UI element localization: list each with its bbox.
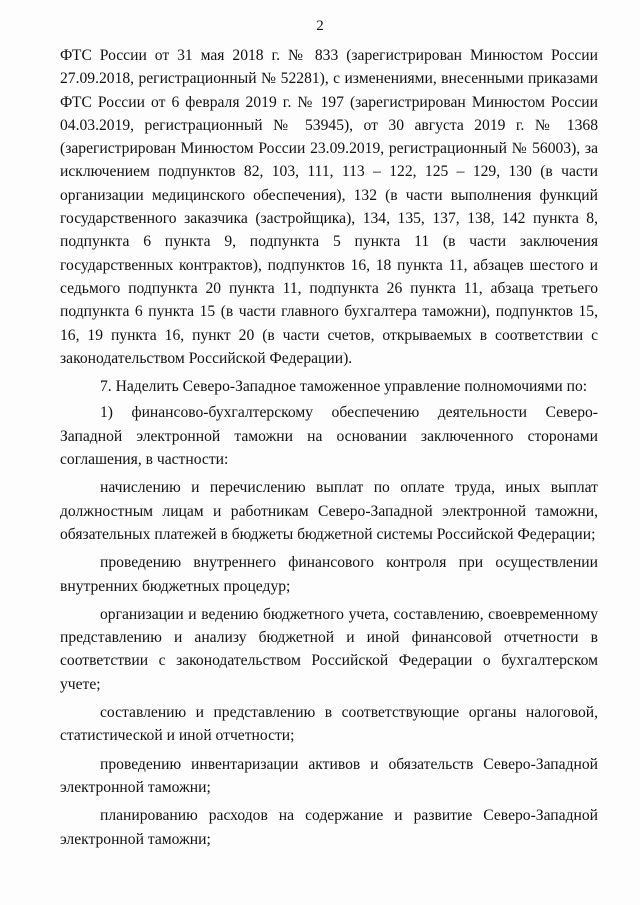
paragraph-reporting: составлению и представлению в соответствующие органы налоговой, статистической и иной отчетности; — [60, 704, 598, 745]
page-number: 2 — [316, 18, 324, 34]
paragraph-budget-accounting: организации и ведению бюджетного учета, составлению, своевременному представлению и анализу бюджетной и иной финансовой отчетности в соответствии с законодательством Российской Федерации о бухгалтерском учете; — [60, 605, 598, 693]
paragraph-item-7: 7. Наделить Северо-Западное таможенное управление полномочиями по: — [100, 378, 588, 396]
paragraph-subitem-1: 1) финансово-бухгалтерскому обеспечению деятельности Северо-Западной электронной таможни на основании заключенного сторонами соглашения, в частности: — [60, 404, 598, 469]
document-body — [60, 44, 598, 851]
paragraph-payroll: начислению и перечислению выплат по оплате труда, иных выплат должностным лицам и работникам Северо-Западной электронной таможни, обязательных платежей в бюджеты бюджетной системы Российской Федерации; — [60, 479, 598, 543]
paragraph-continuation: ФТС России от 31 мая 2018 г. № 833 (зарегистрирован Минюстом России 27.09.2018, регистрационный № 52281), с изменениями, внесенными приказами ФТС России от 6 февраля 2019 г. № 197 (зарегистрирован Минюстом России 04.03.2019, регистрационный № 53945), от 30 августа 2019 г. № 1368 (зарегистрирован Минюстом России 23.09.2019, регистрационный № 56003), за исключением подпунктов 82, 103, 111, 113 – 122, 125 – 129, 130 (в части организации медицинского обеспечения), 132 (в части выполнения функций государственного заказчика (застройщика), 134, 135, 137, 138, 142 пункта 8, подпункта 6 пункта 9, подпункта 5 пункта 11 (в части заключения государственных контрактов), подпунктов 16, 18 пункта 11, абзацев шестого и седьмого подпункта 20 пункта 11, подпункта 26 пункта 11, абзаца третьего подпункта 6 пункта 15 (в части главного бухгалтера таможни), подпунктов 15, 16, 19 пункта 16, пункт 20 (в части счетов, открываемых в соответствии с законодательством Российской Федерации). — [60, 47, 598, 367]
paragraph-financial-control: проведению внутреннего финансового контроля при осуществлении внутренних бюджетных процедур; — [60, 554, 598, 595]
paragraph-planning: планированию расходов на содержание и развитие Северо-Западной электронной таможни; — [60, 807, 598, 848]
paragraph-inventory: проведению инвентаризации активов и обязательств Северо-Западной электронной таможни; — [60, 755, 598, 796]
